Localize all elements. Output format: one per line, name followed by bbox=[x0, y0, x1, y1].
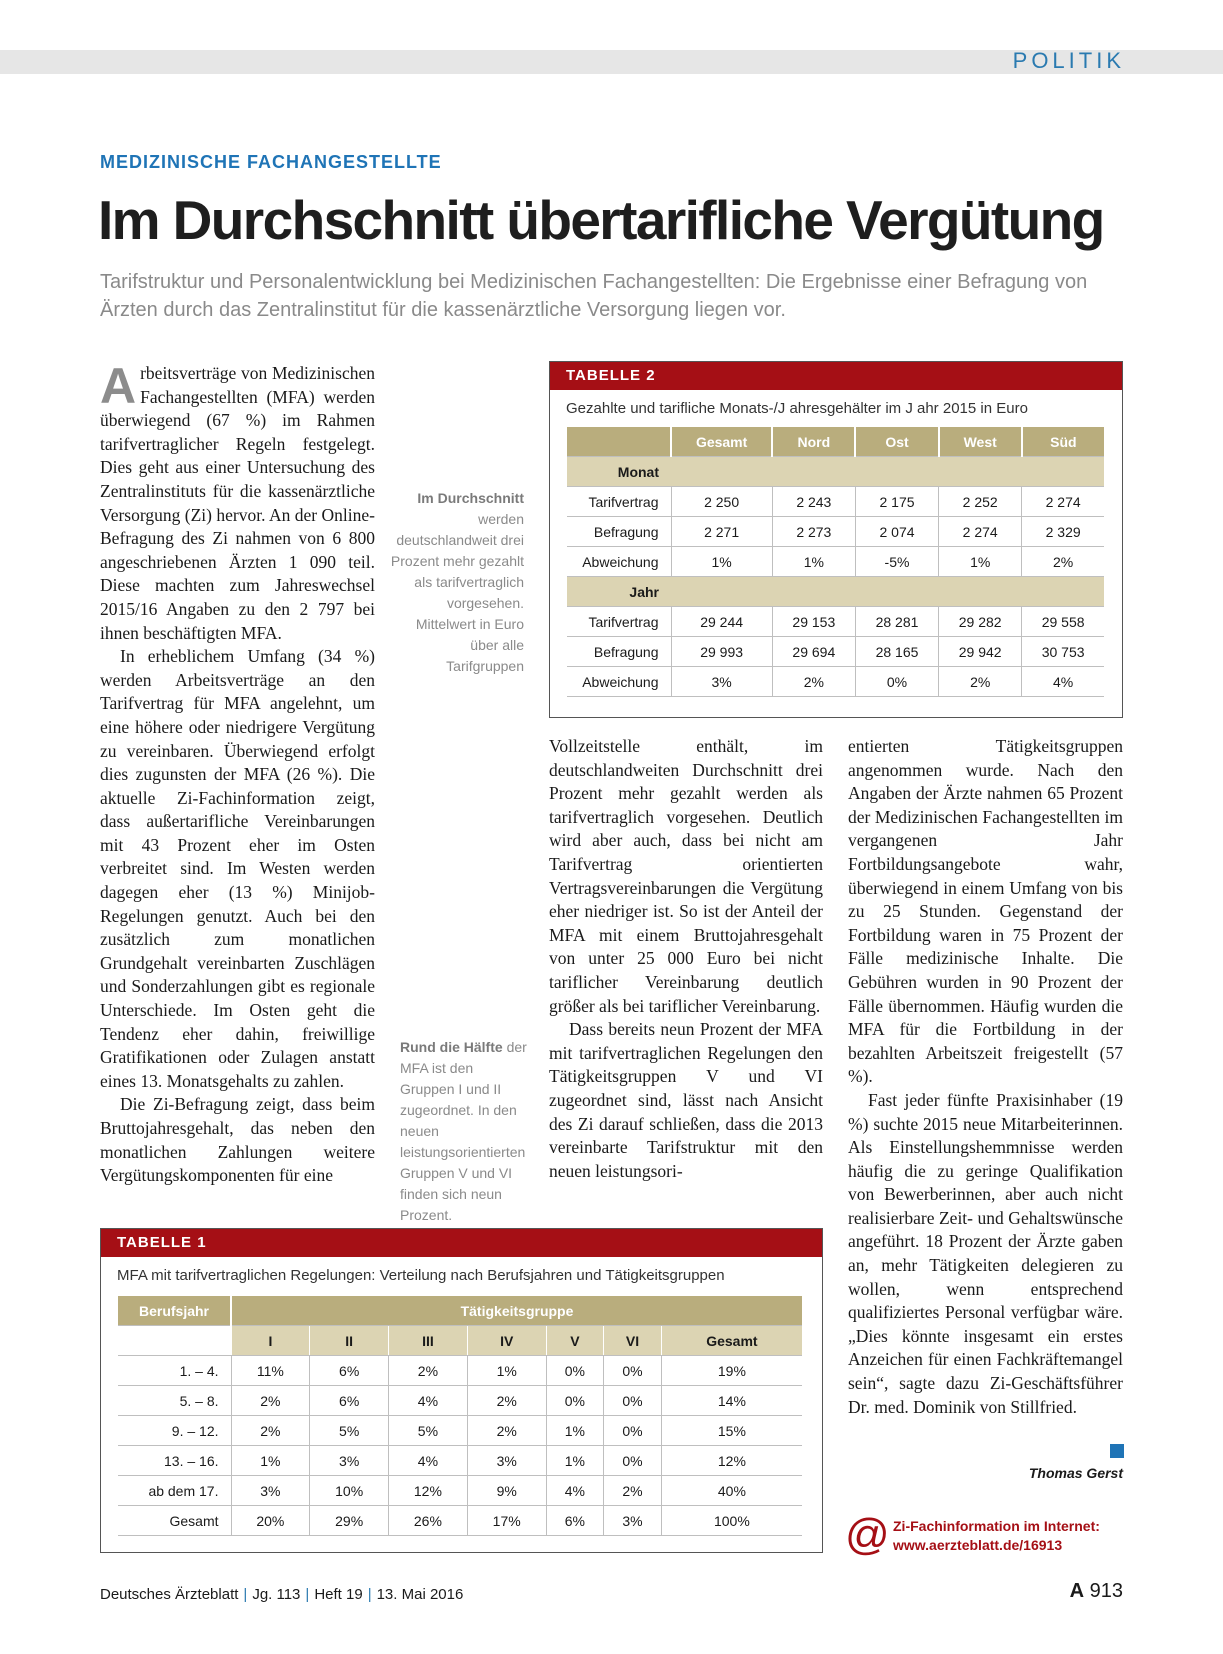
table-cell: 15% bbox=[661, 1416, 802, 1446]
table-cell: 0% bbox=[855, 667, 938, 697]
table-cell: 2 252 bbox=[939, 487, 1022, 517]
paragraph: Fast jeder fünfte Praxisinhaber (19 %) suchte 2015 neue Mitarbeiterinnen. Als Einstellungshemmnisse werden häufig die zu geringe Qualifikation von Bewerberinnen, aber auch nicht realisierbare Zeit- und Gehaltswünsche angeführt. 18 Prozent der Ärzte gaben an, mehr Tätigkeiten delegieren zu wollen, wenn entsprechend qualifiziertes Personal verfügbar wäre. „Dies könnte insgesamt ein erstes Anzeichen für einen Fachkräftemangel sein“, sagte dazu Zi-Geschäftsführer Dr. med. Dominik von Stillfried. bbox=[848, 1089, 1123, 1417]
table-cell: 2% bbox=[231, 1386, 310, 1416]
row-label: 9. – 12. bbox=[118, 1416, 231, 1446]
drop-cap: A bbox=[100, 358, 137, 414]
page-value: 913 bbox=[1089, 1580, 1123, 1602]
paragraph: Die Zi-Befragung zeigt, dass beim Bruttojahresgehalt, das neben den monatlichen Zahlungen weitere Vergütungskomponenten für eine bbox=[100, 1094, 375, 1186]
table-cell: 100% bbox=[661, 1506, 802, 1536]
page-prefix: A bbox=[1069, 1580, 1085, 1602]
column-header: Gesamt bbox=[671, 427, 772, 457]
text-column-1 bbox=[100, 358, 375, 1188]
margin-note-title: Rund die Hälfte bbox=[400, 1039, 503, 1055]
table-cell: 2% bbox=[467, 1416, 546, 1446]
table-cell: 29 993 bbox=[671, 637, 772, 667]
table-cell: 11% bbox=[231, 1356, 310, 1386]
table-cell: 2 271 bbox=[671, 517, 772, 547]
at-sign-icon: @ bbox=[845, 1510, 890, 1559]
table-cell: 1% bbox=[546, 1446, 604, 1476]
paragraph: entierten Tätigkeitsgruppen angenommen wurde. Nach den Angaben der Ärzte nahmen 65 Prozent der Medizinischen Fachangestellten im vergangenen Jahr Fortbildungsangebote wahr, überwiegend in einem Umfang von bis zu 25 Stunden. Gegenstand der Fortbildung waren in 75 Prozent der Fälle medizinische Inhalte. Die Gebühren wurden in 90 Prozent der Fälle übernommen. Häufig wurden die MFA für die Fortbildung in der bezahlten Arbeitszeit freigestellt (57 %). bbox=[848, 736, 1123, 1087]
footer bbox=[100, 1586, 463, 1603]
group-header: Tätigkeitsgruppe bbox=[231, 1296, 802, 1326]
margin-note-2 bbox=[400, 1037, 530, 1226]
column-header: IV bbox=[467, 1326, 546, 1356]
table-row bbox=[118, 1386, 802, 1416]
column-header: West bbox=[939, 427, 1022, 457]
table-row bbox=[118, 1506, 802, 1536]
margin-note-text: werden deutschlandweit drei Prozent mehr gezahlt als tarifvertraglich vorgesehen. Mittelwert in Euro über alle Tarifgruppen bbox=[390, 511, 524, 674]
group-filler bbox=[671, 457, 1104, 487]
table-row bbox=[567, 667, 1104, 697]
text-column-3 bbox=[848, 735, 1123, 1419]
table-row bbox=[118, 1446, 802, 1476]
paragraph: Dass bereits neun Prozent der MFA mit tarifvertraglichen Regelungen den Tätigkeitsgruppen V und VI zugeordnet sind, lässt nach Ansicht des Zi darauf schließen, dass die 2013 vereinbarte Tarifstruktur mit den neuen leistungsori- bbox=[549, 1019, 823, 1181]
blank-cell bbox=[118, 1326, 231, 1356]
column-header: II bbox=[310, 1326, 389, 1356]
table-cell: 10% bbox=[310, 1476, 389, 1506]
table-cell: 29 282 bbox=[939, 607, 1022, 637]
group-row bbox=[567, 577, 1104, 607]
margin-note-text: der MFA ist den Gruppen I und II zugeordnet. In den neuen leistungsorientierten Gruppen V und VI finden sich neun Prozent. bbox=[400, 1039, 527, 1223]
table-cell: 2% bbox=[231, 1416, 310, 1446]
table-subheader-row bbox=[118, 1326, 802, 1356]
table-row bbox=[118, 1416, 802, 1446]
table-cell: 29% bbox=[310, 1506, 389, 1536]
table-cell: 6% bbox=[310, 1386, 389, 1416]
table-row bbox=[567, 547, 1104, 577]
table-1-caption: MFA mit tarifvertraglichen Regelungen: Verteilung nach Berufsjahren und Tätigkeitsgruppen bbox=[117, 1267, 725, 1284]
table-row bbox=[118, 1356, 802, 1386]
web-link-line-1: Zi-Fachinformation im Internet: bbox=[893, 1518, 1100, 1534]
table-cell: 1% bbox=[231, 1446, 310, 1476]
table-cell: 3% bbox=[467, 1446, 546, 1476]
column-header: III bbox=[389, 1326, 468, 1356]
table-cell: 6% bbox=[546, 1506, 604, 1536]
table-cell: 1% bbox=[772, 547, 855, 577]
end-mark-icon bbox=[1110, 1444, 1124, 1458]
column-header: Gesamt bbox=[661, 1326, 802, 1356]
author: Thomas Gerst bbox=[1028, 1465, 1123, 1481]
table-cell: 3% bbox=[231, 1476, 310, 1506]
table-cell: 2 329 bbox=[1022, 517, 1104, 547]
table-cell: 2 243 bbox=[772, 487, 855, 517]
table-cell: 3% bbox=[310, 1446, 389, 1476]
table-cell: 19% bbox=[661, 1356, 802, 1386]
table-header-row bbox=[567, 427, 1104, 457]
text-column-2 bbox=[549, 735, 823, 1183]
table-cell: 29 694 bbox=[772, 637, 855, 667]
table-cell: 2 074 bbox=[855, 517, 938, 547]
table-cell: 4% bbox=[546, 1476, 604, 1506]
table-cell: 2 274 bbox=[1022, 487, 1104, 517]
table-cell: 14% bbox=[661, 1386, 802, 1416]
table-cell: 2% bbox=[772, 667, 855, 697]
table-1-grid bbox=[118, 1296, 802, 1536]
table-cell: 2 274 bbox=[939, 517, 1022, 547]
table-cell: 30 753 bbox=[1022, 637, 1104, 667]
table-cell: 1% bbox=[546, 1416, 604, 1446]
table-cell: 4% bbox=[389, 1386, 468, 1416]
issue: Heft 19 bbox=[314, 1586, 363, 1603]
table-cell: 2 250 bbox=[671, 487, 772, 517]
date: 13. Mai 2016 bbox=[376, 1586, 464, 1603]
column-header: Ost bbox=[855, 427, 938, 457]
table-cell: 29 244 bbox=[671, 607, 772, 637]
web-link-text bbox=[893, 1517, 1100, 1555]
table-cell: 1% bbox=[939, 547, 1022, 577]
table-cell: 0% bbox=[604, 1356, 662, 1386]
table-cell: 26% bbox=[389, 1506, 468, 1536]
table-cell: 29 558 bbox=[1022, 607, 1104, 637]
table-2-caption: Gezahlte und tarifliche Monats-/J ahresgehälter im J ahr 2015 in Euro bbox=[566, 400, 1028, 417]
table-cell: 5% bbox=[389, 1416, 468, 1446]
table-2 bbox=[549, 361, 1123, 718]
article-kicker: MEDIZINISCHE FACHANGESTELLTE bbox=[100, 152, 442, 172]
section-label: POLITIK bbox=[1012, 48, 1125, 73]
table-row bbox=[118, 1476, 802, 1506]
table-cell: 2% bbox=[604, 1476, 662, 1506]
table-row bbox=[567, 607, 1104, 637]
separator: | bbox=[305, 1586, 310, 1603]
group-filler bbox=[671, 577, 1104, 607]
table-cell: 0% bbox=[604, 1416, 662, 1446]
table-1 bbox=[100, 1228, 823, 1553]
column-header: VI bbox=[604, 1326, 662, 1356]
table-cell: 1% bbox=[467, 1356, 546, 1386]
row-label: 13. – 16. bbox=[118, 1446, 231, 1476]
table-cell: 29 153 bbox=[772, 607, 855, 637]
table-cell: 40% bbox=[661, 1476, 802, 1506]
row-label: Abweichung bbox=[567, 547, 671, 577]
table-cell: 0% bbox=[546, 1356, 604, 1386]
group-row bbox=[567, 457, 1104, 487]
table-cell: 20% bbox=[231, 1506, 310, 1536]
column-header: Nord bbox=[772, 427, 855, 457]
row-label: 5. – 8. bbox=[118, 1386, 231, 1416]
row-label: Tarifvertrag bbox=[567, 487, 671, 517]
table-row bbox=[567, 487, 1104, 517]
table-cell: 3% bbox=[604, 1506, 662, 1536]
paragraph: In erheblichem Umfang (34 %) werden Arbeitsverträge an den Tarifvertrag für MFA angelehnt, um eine höhere oder niedrigere Vergütung zu vereinbaren. Überwiegend erfolgt dies zugunsten der MFA (26 %). Die aktuelle Zi-Fachinformation zeigt, dass außertarifliche Vereinbarungen mit 43 Prozent eher im Osten verbreitet sind. Im Westen werden dagegen eher (13 %) Minijob-Regelungen genutzt. Auch bei den zusätzlich zum monatlichen Grundgehalt vereinbarten Zuschlägen und Sonderzahlungen gibt es regionale Unterschiede. Im Osten geht die Tendenz eher dahin, freiwillige Gratifikationen oder Zulagen anstatt eines 13. Monatsgehalts zu zahlen. bbox=[100, 646, 375, 1091]
table-cell: 2% bbox=[1022, 547, 1104, 577]
table-cell: 12% bbox=[661, 1446, 802, 1476]
table-cell: 17% bbox=[467, 1506, 546, 1536]
row-label: ab dem 17. bbox=[118, 1476, 231, 1506]
table-1-label: TABELLE 1 bbox=[101, 1229, 822, 1257]
row-label: Befragung bbox=[567, 517, 671, 547]
table-cell: 2 273 bbox=[772, 517, 855, 547]
margin-note-title: Im Durchschnitt bbox=[417, 490, 524, 506]
volume: Jg. 113 bbox=[252, 1586, 301, 1603]
table-cell: 29 942 bbox=[939, 637, 1022, 667]
table-row bbox=[567, 517, 1104, 547]
table-cell: 6% bbox=[310, 1356, 389, 1386]
separator: | bbox=[367, 1586, 372, 1603]
row-label: 1. – 4. bbox=[118, 1356, 231, 1386]
group-label: Jahr bbox=[567, 577, 671, 607]
table-header-row bbox=[118, 1296, 802, 1326]
table-cell: 4% bbox=[389, 1446, 468, 1476]
row-label: Befragung bbox=[567, 637, 671, 667]
article-lead: Tarifstruktur und Personalentwicklung bei Medizinischen Fachangestellten: Die Ergebnisse einer Befragung von Ärzten durch das Zentralinstitut für die kassenärztliche Versorgung liegen vor. bbox=[100, 271, 1088, 321]
table-cell: 28 281 bbox=[855, 607, 938, 637]
table-corner-cell bbox=[567, 427, 671, 457]
page-number bbox=[1070, 1580, 1123, 1603]
table-cell: 1% bbox=[671, 547, 772, 577]
table-cell: -5% bbox=[855, 547, 938, 577]
paragraph: Vollzeitstelle enthält, im deutschlandweiten Durchschnitt drei Prozent mehr gezahlt werden als tarifvertraglich vorgesehen. Deutlich wird aber auch, dass bei nicht am Tarifvertrag orientierten Vertragsvereinbarungen die Vergütung eher niedriger ist. So ist der Anteil der MFA mit einem Bruttojahresgehalt von unter 25 000 Euro bei nicht tariflicher Vereinbarung deutlich größer als bei tariflicher Vereinbarung. bbox=[549, 736, 823, 1016]
column-header: V bbox=[546, 1326, 604, 1356]
table-cell: 3% bbox=[671, 667, 772, 697]
margin-note-1 bbox=[390, 488, 524, 677]
row-label: Abweichung bbox=[567, 667, 671, 697]
article-title: Im Durchschnitt übertarifliche Vergütung bbox=[98, 189, 1104, 251]
table-cell: 4% bbox=[1022, 667, 1104, 697]
table-2-grid bbox=[567, 427, 1104, 697]
table-cell: 2% bbox=[389, 1356, 468, 1386]
group-label: Monat bbox=[567, 457, 671, 487]
web-link-url[interactable]: www.aerzteblatt.de/16913 bbox=[893, 1537, 1063, 1553]
column-header: Süd bbox=[1022, 427, 1104, 457]
table-cell: 2% bbox=[467, 1386, 546, 1416]
paragraph: rbeitsverträge von Medizinischen Fachangestellten (MFA) werden überwiegend (67 %) im Rahmen tarifvertraglicher Regeln festgelegt. Dies geht aus einer Untersuchung des Zentralinstituts für die kassenärztliche Versorgung (Zi) hervor. An der Online-Befragung des Zi nahmen von 6 800 angeschriebenen Ärzten 1 090 teil. Diese machten zum Jahreswechsel 2015/16 Angaben zu den 2 797 bei ihnen beschäftigten MFA. bbox=[100, 363, 375, 643]
table-cell: 0% bbox=[546, 1386, 604, 1416]
row-header: Berufsjahr bbox=[118, 1296, 231, 1326]
column-header: I bbox=[231, 1326, 310, 1356]
table-cell: 2 175 bbox=[855, 487, 938, 517]
table-cell: 9% bbox=[467, 1476, 546, 1506]
table-row bbox=[567, 637, 1104, 667]
table-cell: 12% bbox=[389, 1476, 468, 1506]
journal-name: Deutsches Ärzteblatt bbox=[100, 1586, 239, 1603]
row-label: Tarifvertrag bbox=[567, 607, 671, 637]
table-cell: 0% bbox=[604, 1386, 662, 1416]
table-2-label: TABELLE 2 bbox=[550, 362, 1122, 390]
table-cell: 28 165 bbox=[855, 637, 938, 667]
row-label: Gesamt bbox=[118, 1506, 231, 1536]
table-cell: 5% bbox=[310, 1416, 389, 1446]
separator: | bbox=[243, 1586, 248, 1603]
table-cell: 0% bbox=[604, 1446, 662, 1476]
table-cell: 2% bbox=[939, 667, 1022, 697]
